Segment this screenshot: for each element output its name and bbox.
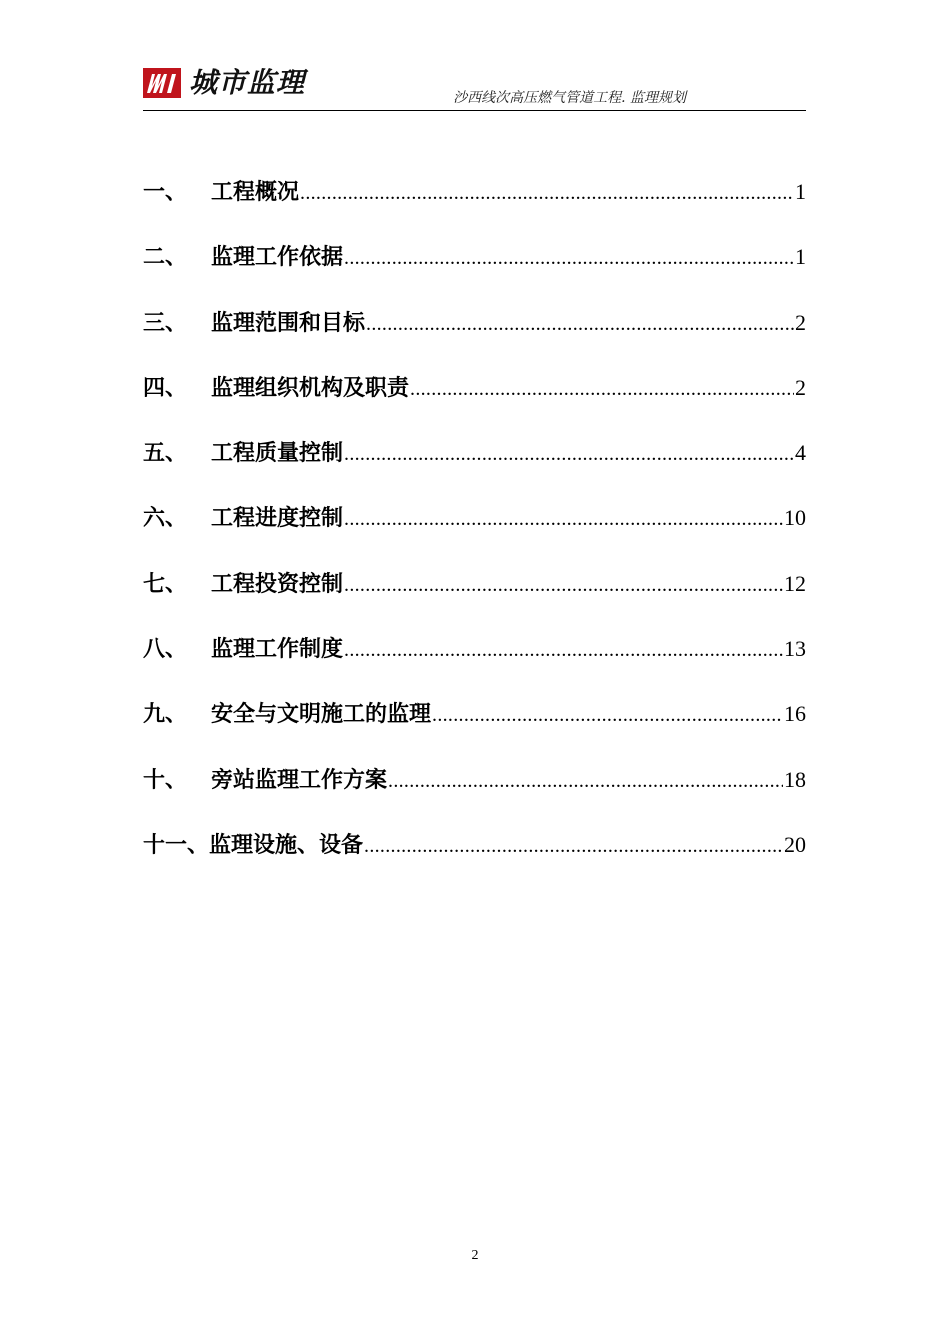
toc-entry[interactable] (143, 692, 806, 757)
toc-leader-dots (410, 367, 794, 411)
document-title: 沙西线次高压燃气管道工程. 监理规划 (453, 90, 686, 106)
toc-entry-page: 10 (784, 505, 806, 531)
toc-entry-title: 监理工作依据 (211, 245, 344, 271)
toc-entry-title: 监理范围和目标 (211, 310, 366, 336)
toc-leader-dots (300, 171, 794, 215)
toc-entry-number: 二、 (143, 245, 188, 271)
toc-leader-dots (364, 824, 783, 868)
company-logo (143, 68, 305, 98)
toc-entry[interactable] (143, 758, 806, 823)
toc-entry-number: 五、 (143, 441, 188, 467)
toc-leader-dots (432, 693, 783, 737)
toc-entry-page: 2 (795, 309, 806, 335)
toc-entry[interactable] (143, 823, 806, 888)
toc-entry-title: 工程概况 (211, 180, 300, 205)
toc-entry-title: 监理组织机构及职责 (211, 375, 410, 401)
toc-entry-page: 12 (784, 570, 806, 596)
toc-entry-title: 旁站监理工作方案 (211, 767, 388, 793)
toc-entry-number: 四、 (143, 375, 188, 401)
toc-entry-title: 工程质量控制 (211, 441, 344, 467)
toc-entry-number: 一、 (143, 180, 188, 205)
toc-entry[interactable] (143, 496, 806, 561)
toc-entry-page: 1 (795, 244, 806, 270)
logo-text: 城市监理 (189, 66, 306, 99)
toc-entry-page: 16 (784, 701, 806, 727)
toc-entry-number: 七、 (143, 571, 188, 597)
toc-entry-title: 监理设施、设备 (209, 832, 364, 858)
toc-leader-dots (344, 236, 794, 280)
toc-entry[interactable] (143, 562, 806, 627)
page-number: 2 (471, 1248, 479, 1263)
table-of-contents (143, 170, 806, 888)
toc-entry-page: 18 (784, 766, 806, 792)
toc-entry[interactable] (143, 170, 806, 235)
toc-entry[interactable] (143, 301, 806, 366)
toc-entry-page: 1 (795, 179, 806, 204)
toc-entry-title: 工程投资控制 (211, 571, 344, 597)
toc-entry[interactable] (143, 235, 806, 300)
page-header (143, 62, 806, 111)
toc-entry-page: 2 (795, 374, 806, 400)
toc-entry-page: 13 (784, 636, 806, 662)
toc-entry-page: 4 (795, 440, 806, 466)
toc-entry-title: 安全与文明施工的监理 (211, 702, 432, 728)
toc-leader-dots (344, 432, 794, 476)
toc-entry-number: 六、 (143, 506, 188, 532)
toc-leader-dots (344, 563, 783, 607)
toc-entry-number: 十、 (143, 767, 188, 793)
toc-leader-dots (344, 497, 783, 541)
toc-entry[interactable] (143, 431, 806, 496)
toc-entry-number: 十一、 (143, 832, 210, 858)
toc-leader-dots (388, 759, 783, 803)
toc-entry-page: 20 (784, 831, 806, 857)
toc-entry[interactable] (143, 366, 806, 431)
toc-leader-dots (366, 302, 794, 346)
toc-entry-title: 监理工作制度 (211, 637, 344, 663)
toc-entry-number: 八、 (143, 637, 188, 663)
toc-entry-number: 三、 (143, 310, 188, 336)
logo-mark-icon (143, 68, 181, 98)
toc-entry-title: 工程进度控制 (211, 506, 344, 532)
toc-entry[interactable] (143, 627, 806, 692)
toc-entry-number: 九、 (143, 702, 188, 728)
toc-leader-dots (344, 628, 783, 672)
